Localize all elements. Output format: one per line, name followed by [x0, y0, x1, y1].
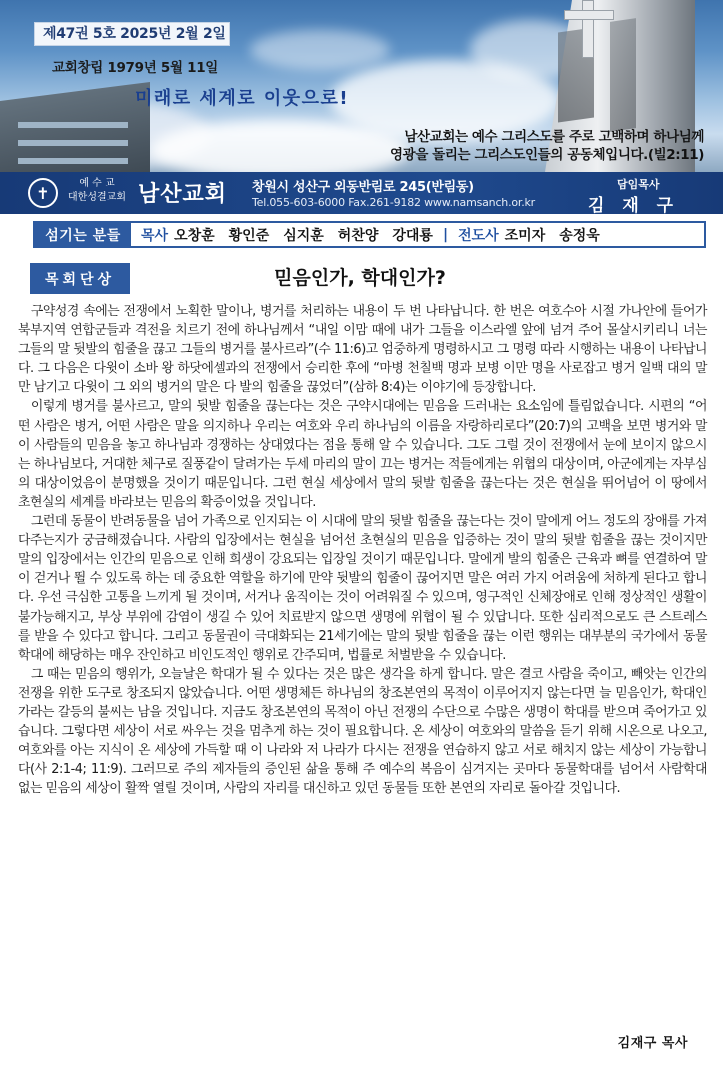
vision-line: 영광을 돌리는 그리스도인들의 공동체입니다.(빌2:11): [390, 147, 704, 163]
evangelist-role-label: 전도사: [458, 227, 499, 244]
role-separator: |: [442, 226, 449, 243]
sermon-paragraph: 그 때는 믿음의 행위가, 오늘날은 학대가 될 수 있다는 것은 많은 생각을 하게 합니다. 말은 결코 사람을 죽이고, 빼앗는 인간의 전쟁을 위한 도구로 창조되지 않았습니다. 어떤 생명체든 하나님의 창조본연의 목적이 이루어지지 않는다면 늘 믿음인가, 학대인가라는 갈등의 불씨는 남을 것입니다. 지금도 창조본연의 목적이 아닌 전쟁의 수단으로 수많은 생명이 학대를 받으며 죽어가고 있습니다. 그렇다면 세상이 서로 싸우는 것을 멈추게 하는 것이 필요합니다. 온 세상이 여호와의 말씀을 듣기 위해 시온으로 나오고, 여호와를 아는 지식이 온 세상에 가득할 때 이 나라와 저 나라가 다시는 전쟁을 연습하지 않고 서로 해치지 않는 세상이 가능합니다(사 2:1-4; 11:9). 그러므로 주의 제자들의 증인된 삶을 통해 주 예수의 복음이 심겨지는 곳마다 동물학대를 넘어서 사람학대 없는 믿음의 세상이 활짝 열릴 것이며, 사람의 자리를 대신하고 있던 동물들 또한 본연의 자리로 돌아갈 것입니다.: [18, 666, 707, 797]
servants-list: [131, 223, 614, 246]
denomination-line: 예 수 교: [79, 178, 115, 189]
senior-pastor-name: 김 재 구: [588, 196, 680, 216]
pastor-name: 오창훈: [174, 227, 215, 244]
sermon-body: [18, 302, 707, 798]
church-slogan: 미래로 세계로 이웃으로!: [135, 88, 350, 109]
sermon-paragraph: 이렇게 병거를 불사르고, 말의 뒷발 힘줄을 끊는다는 것은 구약시대에는 믿음을 드러내는 요소임에 틀림없습니다. 시편의 “어떤 사람은 병거, 어떤 사람은 말을 의지하나 우리는 여호와 우리 하나님의 이름을 자랑하리로다”(20:7)의 고백을 보면 병거와 말이 사람들의 믿음을 놓고 하나님과 경쟁하는 상대였다는 점을 통해 알 수 있습니다. 그도 그럴 것이 전쟁에서 눈에 보이지 않으시는 하나님보다, 거대한 체구로 질풍같이 달려가는 두세 마리의 말이 끄는 병거는 적들에게는 위협의 대상이며, 아군에게는 자부심의 대상이었음이 분명했을 것이기 때문입니다. 그런 현실 세상에서 말의 뒷발 힘줄을 끊는다는 것은 현실을 뛰어넘어 이 땅에서 초현실의 세계를 바라보는 믿음의 확증이었을 것입니다.: [18, 399, 707, 510]
church-name: 남산교회: [138, 182, 228, 207]
senior-pastor-label: 담임목사: [617, 178, 660, 191]
founding-date: 교회창립 1979년 5월 11일: [52, 60, 219, 76]
church-info-bar: [0, 172, 723, 214]
church-vision: [342, 128, 704, 164]
servants-label: 섬기는 분들: [35, 223, 131, 246]
sermon-paragraph: 그런데 동물이 반려동물을 넘어 가족으로 인지되는 이 시대에 말의 뒷발 힘줄을 끊는다는 것이 말에게 어느 정도의 장애를 가져다주는지가 궁금해졌습니다. 사람의 입장에서는 현실을 넘어선 초현실의 믿음을 입증하는 것이 말의 뒷발 힘줄을 끊는 것이지만 말의 입장에서는 인간의 믿음으로 인해 희생이 강요되는 입장일 것이기 때문입니다. 말에게 발의 힘줄은 근육과 뼈를 연결하여 말이 걷거나 뛸 수 있도록 하는 데 중요한 역할을 하기에 만약 뒷발의 힘줄이 끊어지면 말은 여러 가지 어려움에 처하게 된다고 합니다. 우선 극심한 고통을 느끼게 될 것이며, 서거나 움직이는 것이 어려워질 수 있으며, 영구적인 신체장애로 인해 정상적인 생활이 불가능해지고, 부상 부위에 감염이 생길 수 있어 치료받지 않으면 생명에 위협이 될 수 있답니다. 또한 심리적으로도 큰 스트레스를 받을 수 있다고 합니다. 그리고 동물권이 극대화되는 21세기에는 말의 뒷발 힘줄을 끊는 이런 행위는 대부분의 국가에서 동물 학대에 해당하는 매우 잔인하고 비인도적인 행위로 간주되며, 법률로 처벌받을 수 있습니다.: [18, 514, 707, 663]
pastor-name: 허찬양: [337, 227, 379, 244]
building-window-strip: [18, 122, 128, 128]
banner-cloud: [250, 30, 390, 70]
denomination: [62, 177, 132, 205]
sermon-signature: 김재구 목사: [617, 1036, 688, 1051]
pastor-role-label: 목사: [141, 227, 169, 244]
evangelist-name: 조미자: [504, 227, 546, 244]
pastor-name: 강대룡: [392, 227, 433, 244]
vision-line: 남산교회는 예수 그리스도를 주로 고백하며 하나님께: [404, 129, 704, 145]
church-address: 창원시 성산구 외동반림로 245(반림동): [252, 180, 474, 195]
cross-icon: [558, 0, 616, 60]
church-logo-icon: [28, 178, 58, 208]
servants-row: [33, 221, 706, 248]
sermon-paragraph: 구약성경 속에는 전쟁에서 노획한 말이나, 병거를 처리하는 내용이 두 번 나타납니다. 한 번은 여호수아 시절 가나안에 들어가 북부지역 연합군들과 격전을 치르기 전에 하나님께서 “내일 이맘 때에 내가 그들을 이스라엘 앞에 넘겨 주어 몰살시키리니 너는 그들의 말 뒷발의 힘줄을 끊고 그들의 병거를 불사르라”(수 11:6)고 엄중하게 명령하시고 그 명령 따라 시행하는 내용이 나타납니다. 그 다음은 다윗이 소바 왕 하닷에셀과의 전쟁에서 승리한 후에 “마병 천칠백 명과 보병 이만 명을 사로잡고 병거 일백 대의 말만 남기고 다윗이 그 외의 병거의 말은 다 발의 힘줄을 끊었더”(삼하 8:4)는 이야기에 등장합니다.: [18, 304, 708, 396]
church-building-photo: [0, 82, 150, 172]
logo-glyph: ✝: [36, 183, 50, 203]
church-contact: Tel.055-603-6000 Fax.261-9182 www.namsanch.or.kr: [252, 196, 536, 209]
section-tag: 목회단상: [30, 263, 130, 294]
header-banner: [0, 0, 723, 172]
issue-info: 제47권 5호 2025년 2월 2일: [34, 22, 230, 46]
sermon-title: 믿음인가, 학대인가?: [274, 267, 446, 289]
building-window-strip: [18, 158, 128, 164]
building-window-strip: [18, 140, 128, 146]
evangelist-name: 송정욱: [559, 227, 600, 244]
pastor-name: 심지훈: [283, 227, 324, 244]
denomination-line: 대한성결교회: [68, 192, 126, 203]
pastor-name: 황인준: [228, 227, 270, 244]
